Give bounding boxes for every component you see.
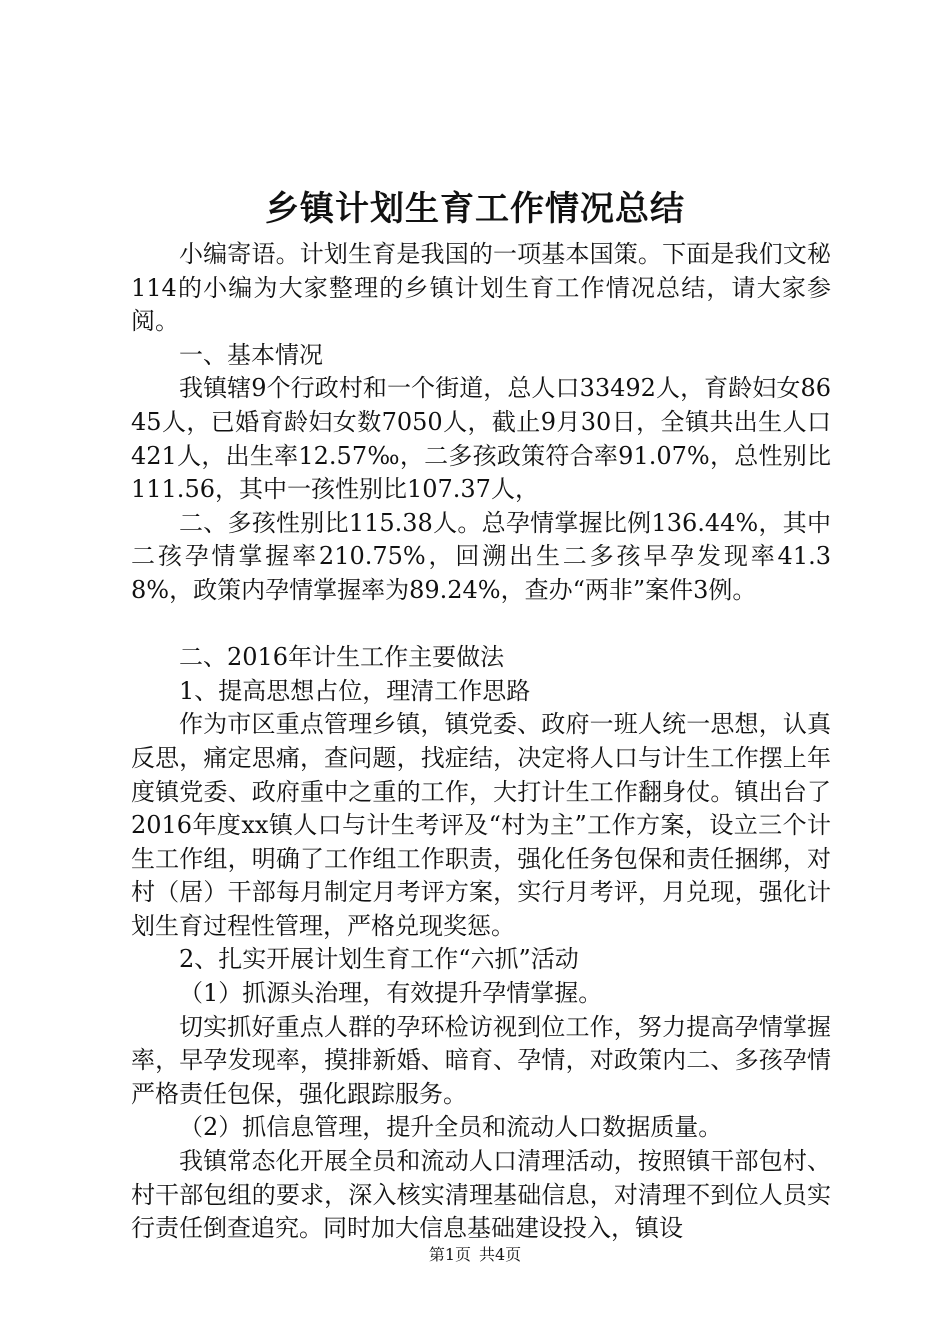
subheading-six-grasps: 2、扎实开展计划生育工作“六抓”活动 — [179, 945, 579, 974]
page-number: 第1页 — [428, 1245, 471, 1264]
subheading-info-management: （2）抓信息管理，提升全员和流动人口数据质量。 — [179, 1113, 723, 1142]
paragraph-source-governance: 切实抓好重点人群的孕环检访视到位工作，努力提高孕情掌握率，早孕发现率，摸排新婚、暗育、孕情，对政策内二、多孩孕情严格责任包保，强化跟踪服务。 — [131, 1012, 831, 1108]
paragraph-spacer — [131, 608, 831, 642]
document-body — [131, 238, 831, 1246]
paragraph-info-management: 我镇常态化开展全员和流动人口清理活动，按照镇干部包村、村干部包组的要求，深入核实清理基础信息，对清理不到位人员实行责任倒查追究。同时加大信息基础建设投入，镇设 — [131, 1147, 831, 1243]
section-heading-practices: 二、2016年计生工作主要做法 — [179, 643, 505, 672]
page-footer — [0, 1244, 950, 1266]
section-heading-basic: 一、基本情况 — [179, 340, 323, 369]
paragraph-intro: 小编寄语。计划生育是我国的一项基本国策。下面是我们文秘114的小编为大家整理的乡镇计划生育工作情况总结，请大家参阅。 — [131, 240, 831, 336]
subheading-source-governance: （1）抓源头治理，有效提升孕情掌握。 — [179, 979, 603, 1008]
paragraph-thinking: 作为市区重点管理乡镇，镇党委、政府一班人统一思想，认真反思，痛定思痛，查问题，找症结，决定将人口与计生工作摆上年度镇党委、政府重中之重的工作，大打计生工作翻身仗。镇出台了2016年度xx镇人口与计生考评及“村为主”工作方案，设立三个计生工作组，明确了工作组工作职责，强化任务包保和责任捆绑，对村（居）干部每月制定月考评方案，实行月考评，月兑现，强化计划生育过程性管理，严格兑现奖惩。 — [131, 710, 831, 940]
paragraph-basic-stats: 我镇辖9个行政村和一个街道，总人口33492人，育龄妇女8645人，已婚育龄妇女数7050人，截止9月30日，全镇共出生人口421人，出生率12.57‰，二多孩政策符合率91.07%，总性别比111.56，其中一孩性别比107.37人， — [131, 374, 831, 504]
paragraph-gender-ratio: 二、多孩性别比115.38人。总孕情掌握比例136.44%，其中二孩孕情掌握率210.75%，回溯出生二多孩早孕发现率41.38%，政策内孕情掌握率为89.24%，查办“两非”案件3例。 — [131, 508, 831, 604]
document-title: 乡镇计划生育工作情况总结 — [265, 189, 685, 229]
subheading-thinking: 1、提高思想占位，理清工作思路 — [179, 676, 531, 705]
page-total: 共4页 — [479, 1245, 522, 1264]
